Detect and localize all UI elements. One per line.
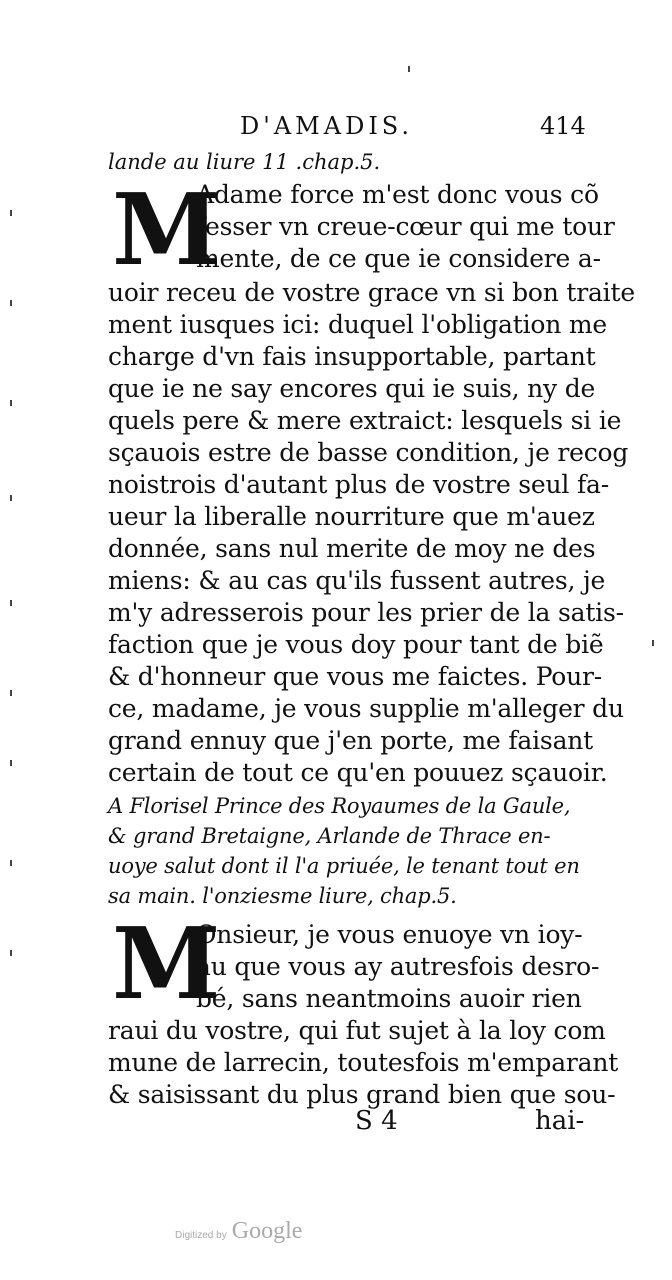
ink-speck: [10, 760, 12, 766]
signature-mark: S 4: [355, 1106, 398, 1136]
watermark-prefix: Digitized by: [175, 1230, 227, 1241]
text-line: charge d'vn fais insupportable, partant: [108, 342, 596, 371]
ink-speck: [10, 400, 12, 406]
digitized-watermark: [175, 1218, 302, 1245]
google-logo: Google: [231, 1218, 303, 1244]
text-line: sçauois estre de basse condition, je recog: [108, 438, 629, 467]
page-number: 414: [540, 112, 586, 140]
text-line: au que vous ay autresfois desro-: [196, 952, 600, 981]
text-line: bé, sans neantmoins auoir rien: [196, 984, 582, 1013]
text-line: ce, madame, je vous supplie m'alleger du: [108, 694, 624, 723]
catchword: hai-: [535, 1106, 585, 1136]
text-line: grand ennuy que j'en porte, me faisant: [108, 726, 594, 755]
ink-speck: [10, 600, 12, 606]
text-line: ment iusques ici: duquel l'obligation me: [108, 310, 607, 339]
text-line: quels pere & mere extraict: lesquels si ie: [108, 406, 622, 435]
ink-speck: [10, 950, 12, 956]
ink-speck: [10, 690, 12, 696]
text-line: mune de larrecin, toutesfois m'emparant: [108, 1048, 619, 1077]
text-line: noistrois d'autant plus de vostre seul fa-: [108, 470, 609, 499]
text-line: ueur la liberalle nourriture que m'auez: [108, 502, 595, 531]
drop-cap: M: [112, 907, 221, 1022]
text-line: Adame force m'est donc vous cõ: [196, 180, 599, 209]
ink-speck: [10, 300, 12, 306]
text-line: donnée, sans nul merite de moy ne des: [108, 534, 596, 563]
letter-heading-line: uoye salut dont il l'a priuée, le tenant tout en: [108, 854, 580, 878]
page-header: [0, 112, 672, 152]
text-line: Onsieur, je vous enuoye vn ioy-: [196, 920, 583, 949]
text-line: faction que je vous doy pour tant de biẽ: [108, 630, 604, 659]
text-line: uoir receu de vostre grace vn si bon traite: [108, 278, 635, 307]
letter-heading-line: sa main. l'onziesme liure, chap.5.: [108, 884, 457, 908]
ink-speck: [10, 860, 12, 866]
text-line: & d'honneur que vous me faictes. Pour-: [108, 662, 603, 691]
letter-heading-line: A Florisel Prince des Royaumes de la Gaule,: [108, 794, 571, 818]
ink-speck: [408, 66, 410, 72]
ink-speck: [10, 210, 12, 216]
text-line: raui du vostre, qui fut sujet à la loy com: [108, 1016, 606, 1045]
text-line: miens: & au cas qu'ils fussent autres, je: [108, 566, 606, 595]
letter-heading-line: & grand Bretaigne, Arlande de Thrace en-: [108, 824, 551, 848]
running-title: D'AMADIS.: [240, 112, 414, 140]
text-line: m'y adresserois pour les prier de la satis-: [108, 598, 624, 627]
drop-cap: M: [112, 173, 221, 288]
ink-speck: [10, 495, 12, 501]
text-line: mente, de ce que ie considere a-: [196, 244, 601, 273]
text-line: certain de tout ce qu'en pouuez sçauoir.: [108, 758, 608, 787]
ink-speck: [652, 640, 654, 646]
text-line: que ie ne say encores qui ie suis, ny de: [108, 374, 596, 403]
section-reference: lande au liure 11 .chap.5.: [108, 150, 381, 174]
text-line: & saisissant du plus grand bien que sou-: [108, 1080, 616, 1109]
text-line: fesser vn creue-cœur qui me tour: [196, 212, 615, 241]
